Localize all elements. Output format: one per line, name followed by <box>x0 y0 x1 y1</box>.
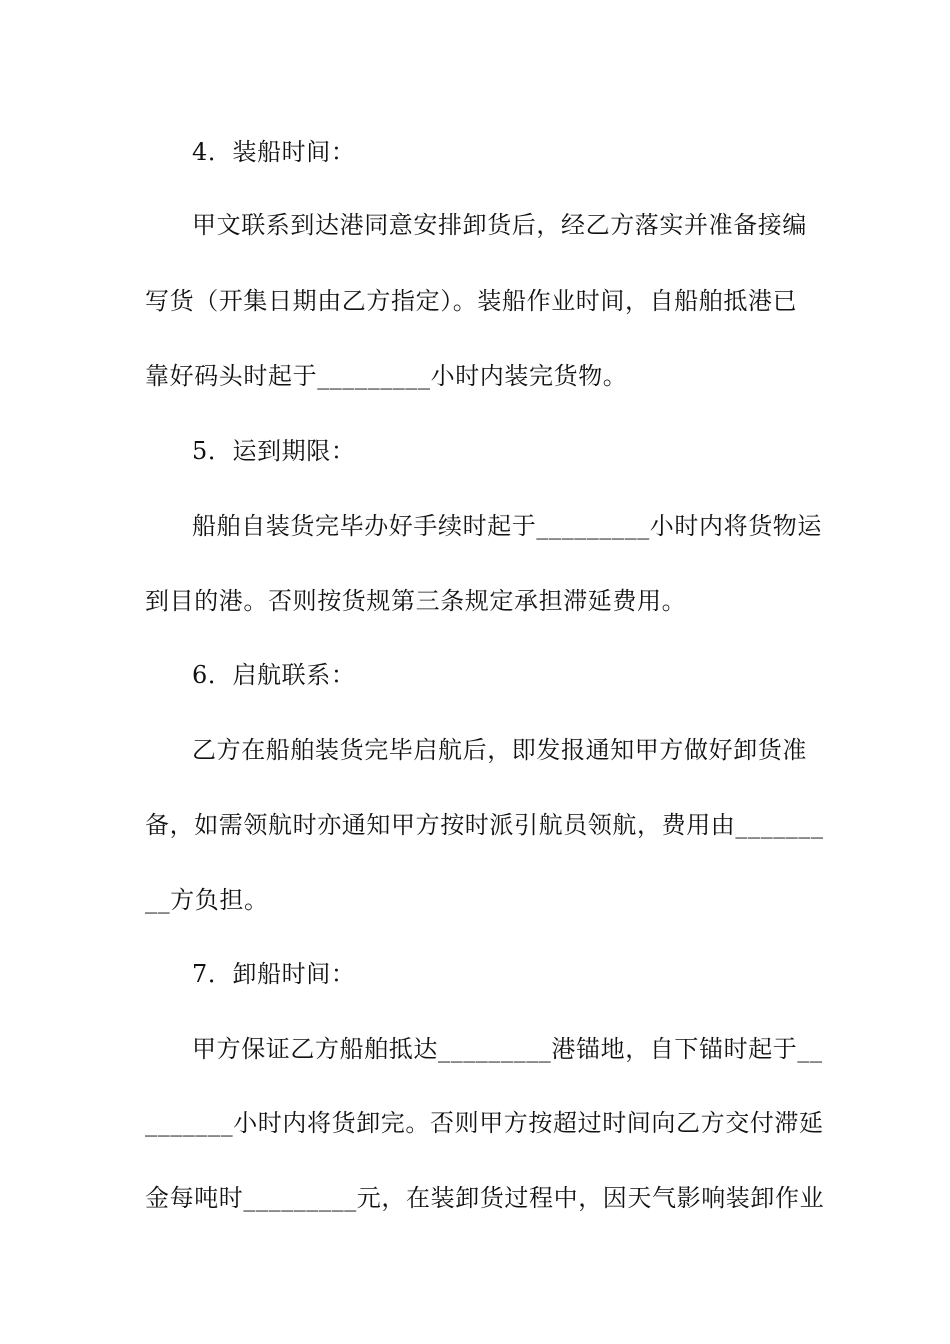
paragraph-line: 备，如需领航时亦通知甲方按时派引航员领航，费用由_______ <box>145 811 824 839</box>
paragraph-line: 金每吨时_________元，在装卸货过程中，因天气影响装卸作业 <box>145 1184 825 1212</box>
section-heading-loading-time: 4．装船时间： <box>192 138 356 166</box>
paragraph-line: __方负担。 <box>145 886 269 914</box>
paragraph-line: 甲文联系到达港同意安排卸货后，经乙方落实并准备接编 <box>192 211 807 239</box>
paragraph-line: 乙方在船舶装货完毕启航后，即发报通知甲方做好卸货准 <box>192 736 807 764</box>
paragraph-line: 到目的港。否则按货规第三条规定承担滞延费用。 <box>145 587 687 615</box>
paragraph-line: 甲方保证乙方船舶抵达_________港锚地，自下锚时起于__ <box>192 1035 823 1063</box>
paragraph-line: 写货（开集日期由乙方指定）。装船作业时间，自船舶抵港已 <box>145 287 798 315</box>
paragraph-line: _______小时内将货卸完。否则甲方按超过时间向乙方交付滞延 <box>145 1109 824 1137</box>
paragraph-line: 船舶自装货完毕办好手续时起于_________小时内将货物运 <box>192 512 822 540</box>
section-heading-departure-contact: 6．启航联系： <box>192 661 356 689</box>
section-heading-unloading-time: 7．卸船时间： <box>192 960 356 988</box>
paragraph-line: 靠好码头时起于_________小时内装完货物。 <box>145 362 628 390</box>
section-heading-delivery-period: 5．运到期限： <box>192 437 356 465</box>
